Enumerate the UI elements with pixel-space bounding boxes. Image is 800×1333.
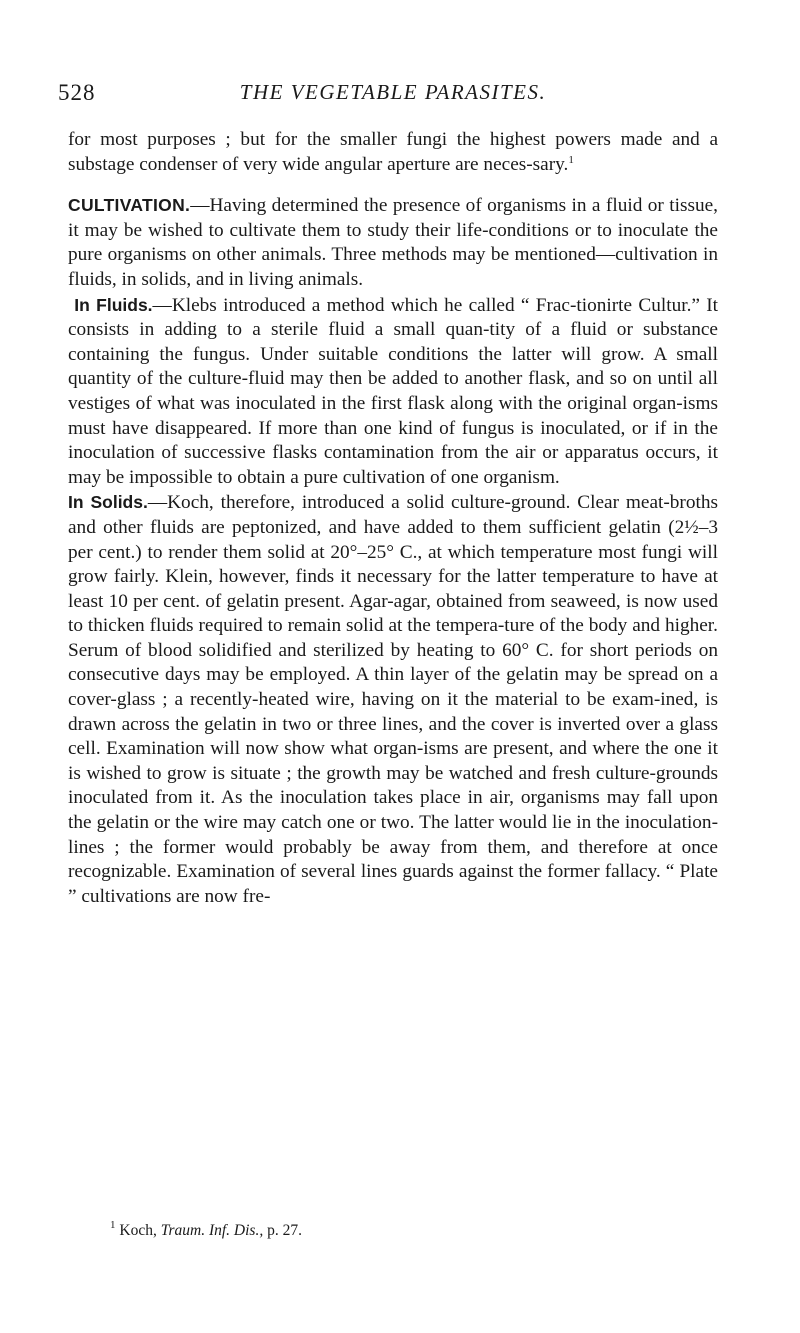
paragraph-cultivation [68,193,718,292]
footnote-marker: 1 [110,1219,116,1231]
paragraph-intro [68,128,718,177]
subheading-in-solids: In Solids. [68,492,148,513]
footnote-reference: 1 [568,153,574,166]
footnote-page: p. 27. [267,1222,302,1239]
paragraph-in-solids [68,490,718,909]
footnote-source: Traum. Inf. Dis., [160,1222,264,1239]
paragraph-intro-text: for most purposes ; but for the smaller fungi the highest powers made and a substage condenser of very wide angular aperture are neces-sary. [68,129,718,175]
footnote [110,1219,710,1240]
paragraph-in-fluids-text: —Klebs introduced a method which he called “ Frac-tionirte Cultur.” It consists in adding to a sterile fluid a small quan-tity of a fluid or substance containing the fungus. Under suitable conditions the latter will grow. A small quantity of the culture-fluid may then be added to another flask, and so on until all vestiges of what was inoculated in the first flask along with the original organ-isms must have disappeared. If more than one kind of fungus is inoculated, or if in the inoculation of successive flasks contamination from the air or apparatus occurs, it may be impossible to obtain a pure cultivation of one organism. [68,294,718,488]
running-title: THE VEGETABLE PARASITES. [239,80,547,104]
section-heading-cultivation: CULTIVATION. [68,195,191,216]
footnote-author: Koch, [119,1222,157,1239]
paragraph-cultivation-text: —Having determined the presence of organisms in a fluid or tissue, it may be wished to cultivate them to study their life-conditions or to inoculate the pure organisms on other animals. Three methods may be mentioned—cultivation in fluids, in solids, and in living animals. [68,195,718,290]
paragraph-in-fluids [68,293,718,491]
paragraph-in-solids-text: —Koch, therefore, introduced a solid culture-ground. Clear meat-broths and other fluids are peptonized, and have added to them sufficient gelatin (2½–3 per cent.) to render them solid at 20°–25° C., at which temperature most fungi will grow fairly. Klein, however, finds it necessary for the latter temperature to have at least 10 per cent. of gelatin present. Agar-agar, obtained from seaweed, is now used to thicken fluids required to remain solid at the tempera-ture of the body and higher. Serum of blood solidified and sterilized by heating to 60° C. for short periods on consecutive days may be employed. A thin layer of the gelatin may be spread on a cover-glass ; a recently-heated wire, having on it the material to be exam-ined, is drawn across the gelatin in two or three lines, and the cover is inverted over a glass cell. Examination will now show what organ-isms are present, and where the one it is wished to grow is situate ; the growth may be watched and fresh culture-grounds inoculated from it. As the inoculation takes place in air, organisms may fall upon the gelatin or the wire may catch one or two. The latter would lie in the inoculation-lines ; the former would probably be away from them, and therefore at once recognizable. Examination of several lines guards against the former fallacy. “ Plate ” cultivations are now fre- [68,492,718,907]
subheading-in-fluids: In Fluids. [74,294,153,315]
body-text [68,128,718,909]
page-number: 528 [58,80,96,105]
running-head [58,80,698,112]
